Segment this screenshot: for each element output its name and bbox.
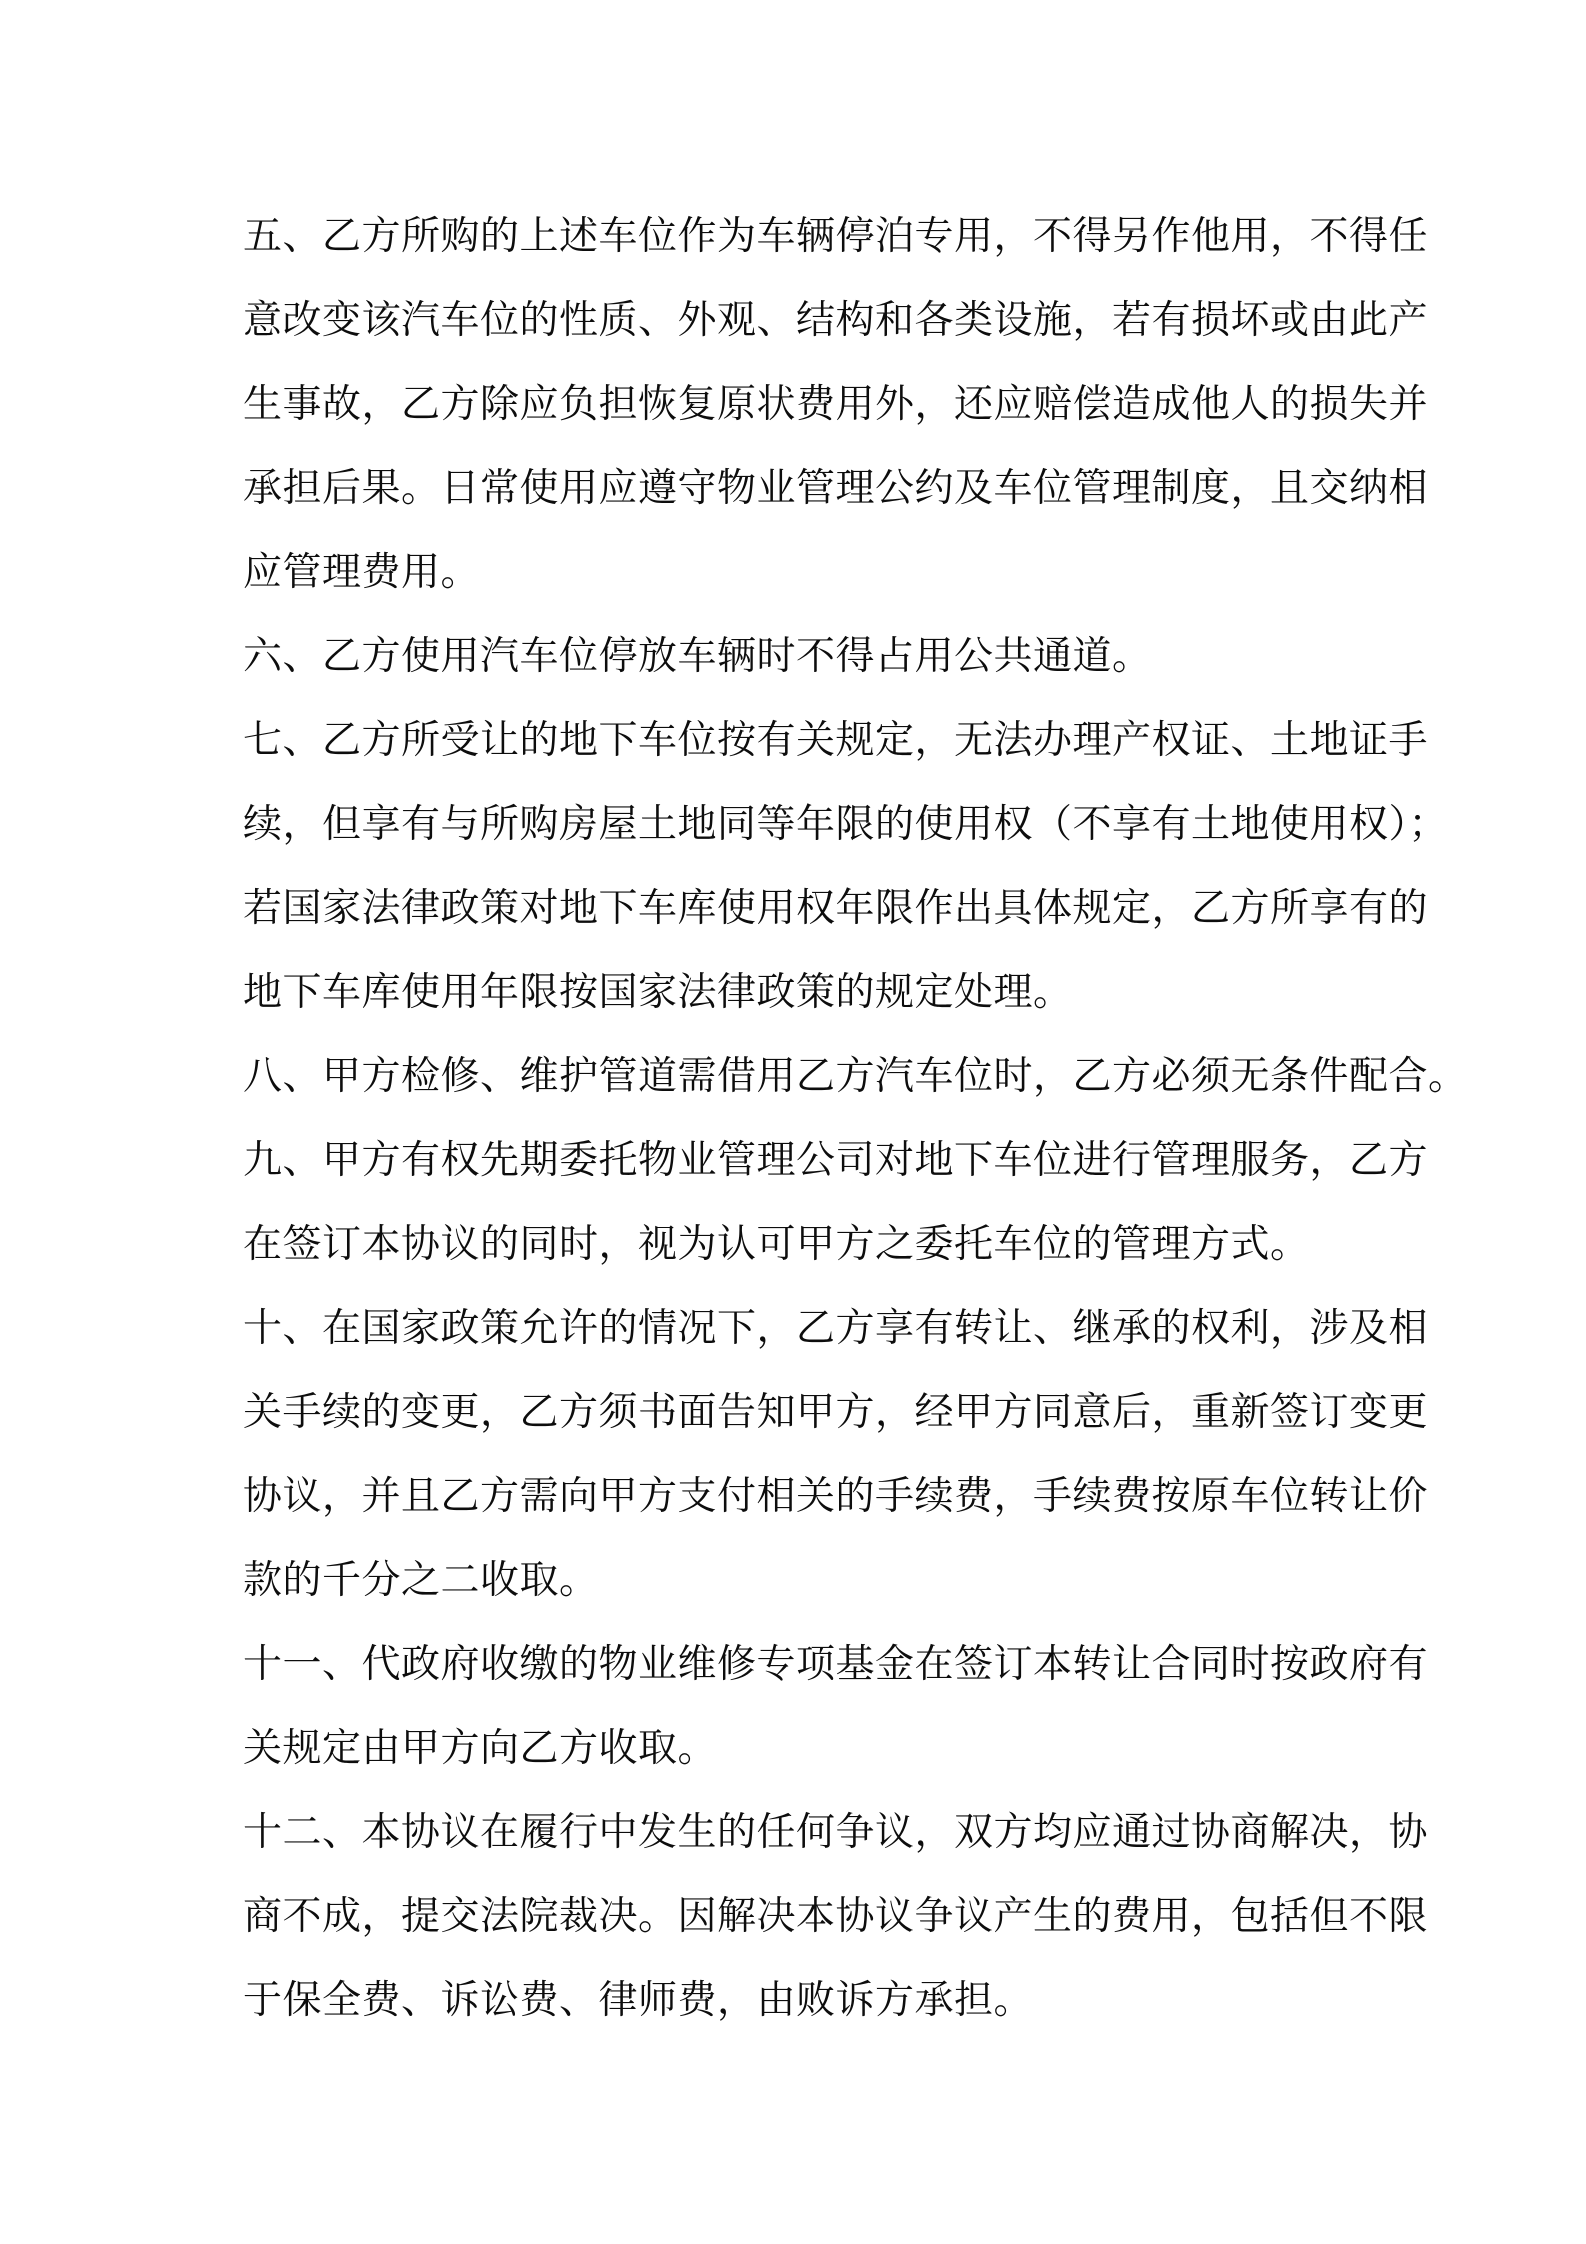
clause-5-line-3: 生事故，乙方除应负担恢复原状费用外，还应赔偿造成他人的损失并: [243, 382, 1429, 427]
clause-7-line-3: 若国家法律政策对地下车库使用权年限作出具体规定，乙方所享有的: [243, 886, 1429, 931]
clause-9-line-2: 在签订本协议的同时，视为认可甲方之委托车位的管理方式。: [243, 1222, 1310, 1267]
clause-6-line-1: 六、乙方使用汽车位停放车辆时不得占用公共通道。: [243, 634, 1152, 679]
clause-11-line-1: 十一、代政府收缴的物业维修专项基金在签订本转让合同时按政府有: [243, 1642, 1429, 1687]
clause-10-line-3: 协议，并且乙方需向甲方支付相关的手续费，手续费按原车位转让价: [243, 1474, 1429, 1519]
clause-10-line-2: 关手续的变更，乙方须书面告知甲方，经甲方同意后，重新签订变更: [243, 1390, 1429, 1435]
clause-10-line-4: 款的千分之二收取。: [243, 1558, 599, 1603]
clause-5-line-4: 承担后果。日常使用应遵守物业管理公约及车位管理制度，且交纳相: [243, 466, 1429, 511]
clause-7-line-2: 续，但享有与所购房屋土地同等年限的使用权（不享有土地使用权）；: [243, 802, 1449, 847]
clause-5-line-5: 应管理费用。: [243, 550, 481, 595]
clause-8-line-1: 八、甲方检修、维护管道需借用乙方汽车位时，乙方必须无条件配合。: [243, 1054, 1468, 1099]
clause-5-line-2: 意改变该汽车位的性质、外观、结构和各类设施，若有损坏或由此产: [243, 298, 1429, 343]
clause-7-line-4: 地下车库使用年限按国家法律政策的规定处理。: [243, 970, 1073, 1015]
contract-clauses: [243, 195, 1468, 2043]
clause-7-line-1: 七、乙方所受让的地下车位按有关规定，无法办理产权证、土地证手: [243, 718, 1429, 763]
clause-12-line-2: 商不成，提交法院裁决。因解决本协议争议产生的费用，包括但不限: [243, 1894, 1429, 1939]
clause-11-line-2: 关规定由甲方向乙方收取。: [243, 1726, 718, 1771]
clause-12-line-3: 于保全费、诉讼费、律师费，由败诉方承担。: [243, 1978, 1034, 2023]
clause-9-line-1: 九、甲方有权先期委托物业管理公司对地下车位进行管理服务，乙方: [243, 1138, 1429, 1183]
clause-10-line-1: 十、在国家政策允许的情况下，乙方享有转让、继承的权利，涉及相: [243, 1306, 1429, 1351]
clause-12-line-1: 十二、本协议在履行中发生的任何争议，双方均应通过协商解决，协: [243, 1810, 1429, 1855]
clause-5-line-1: 五、乙方所购的上述车位作为车辆停泊专用，不得另作他用，不得任: [243, 214, 1429, 259]
